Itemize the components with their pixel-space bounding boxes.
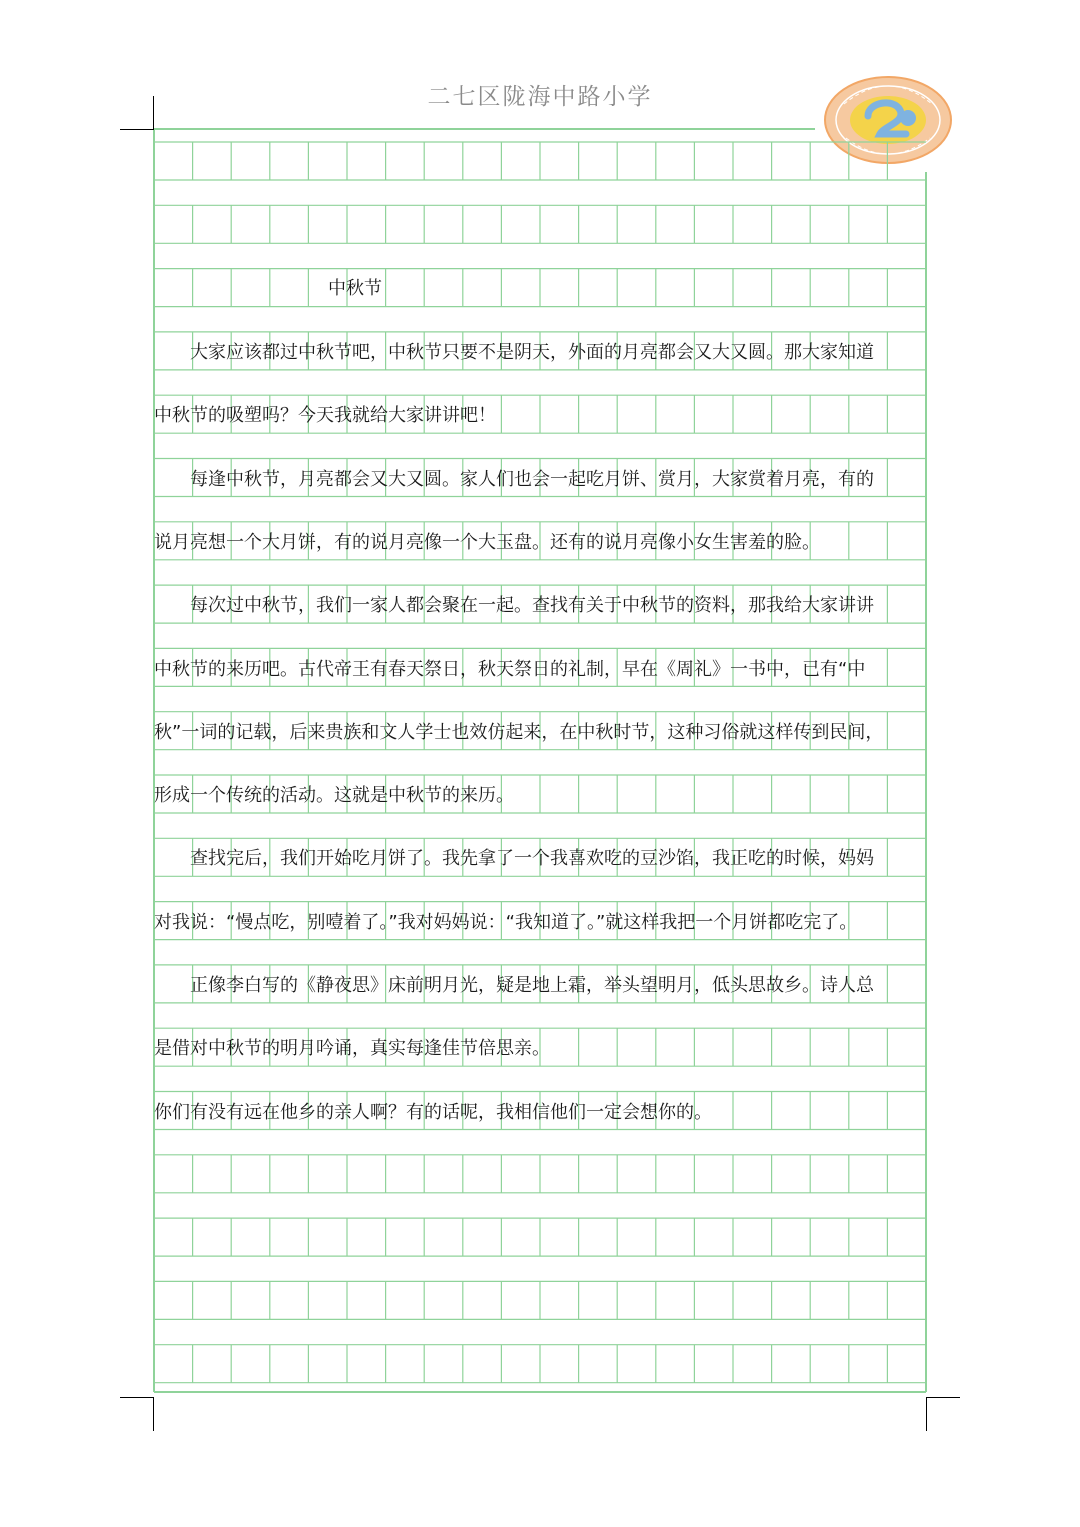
crop-mark-bottom-left-v xyxy=(153,1397,154,1431)
essay-line: 查找完后，我们开始吃月饼了。我先拿了一个我喜欢吃的豆沙馅，我正吃的时候，妈妈 xyxy=(154,848,874,870)
essay-line: 是借对中秋节的明月吟诵，真实每逢佳节倍思亲。 xyxy=(154,1038,550,1060)
essay-line: 中秋节的来历吧。古代帝王有春天祭日，秋天祭日的礼制，早在《周礼》一书中，已有“中 xyxy=(154,658,866,680)
crop-mark-top-left-h xyxy=(120,129,154,130)
crop-mark-top-left-v xyxy=(153,96,154,130)
essay-line: 形成一个传统的活动。这就是中秋节的来历。 xyxy=(154,785,514,807)
essay-line: 你们有没有远在他乡的亲人啊？有的话呢，我相信他们一定会想你的。 xyxy=(154,1101,712,1123)
essay-line: 秋”一词的记载，后来贵族和文人学士也效仿起来，在中秋时节，这种习俗就这样传到民间， xyxy=(154,721,884,743)
essay-line: 每次过中秋节，我们一家人都会聚在一起。查找有关于中秋节的资料，那我给大家讲讲 xyxy=(154,595,874,617)
crop-mark-bottom-right-v xyxy=(926,1397,927,1431)
school-name-header: 二七区陇海中路小学 xyxy=(427,84,653,110)
essay-line: 说月亮想一个大月饼，有的说月亮像一个大玉盘。还有的说月亮像小女生害羞的脸。 xyxy=(154,531,820,553)
crop-mark-bottom-right-h xyxy=(926,1397,960,1398)
essay-line: 每逢中秋节，月亮都会又大又圆。家人们也会一起吃月饼、赏月，大家赏着月亮，有的 xyxy=(154,468,874,490)
essay-line: 中秋节的吸塑吗？今天我就给大家讲讲吧！ xyxy=(154,405,496,427)
essay-title: 中秋节 xyxy=(328,278,382,299)
essay-line: 正像李白写的《静夜思》床前明月光，疑是地上霜，举头望明月，低头思故乡。诗人总 xyxy=(154,975,874,996)
essay-line: 对我说：“慢点吃，别噎着了。”我对妈妈说：“我知道了。”就这样我把一个月饼都吃完了。 xyxy=(154,911,858,933)
essay-line: 大家应该都过中秋节吧，中秋节只要不是阴天，外面的月亮都会又大又圆。那大家知道 xyxy=(154,342,874,363)
crop-mark-bottom-left-h xyxy=(120,1397,154,1398)
